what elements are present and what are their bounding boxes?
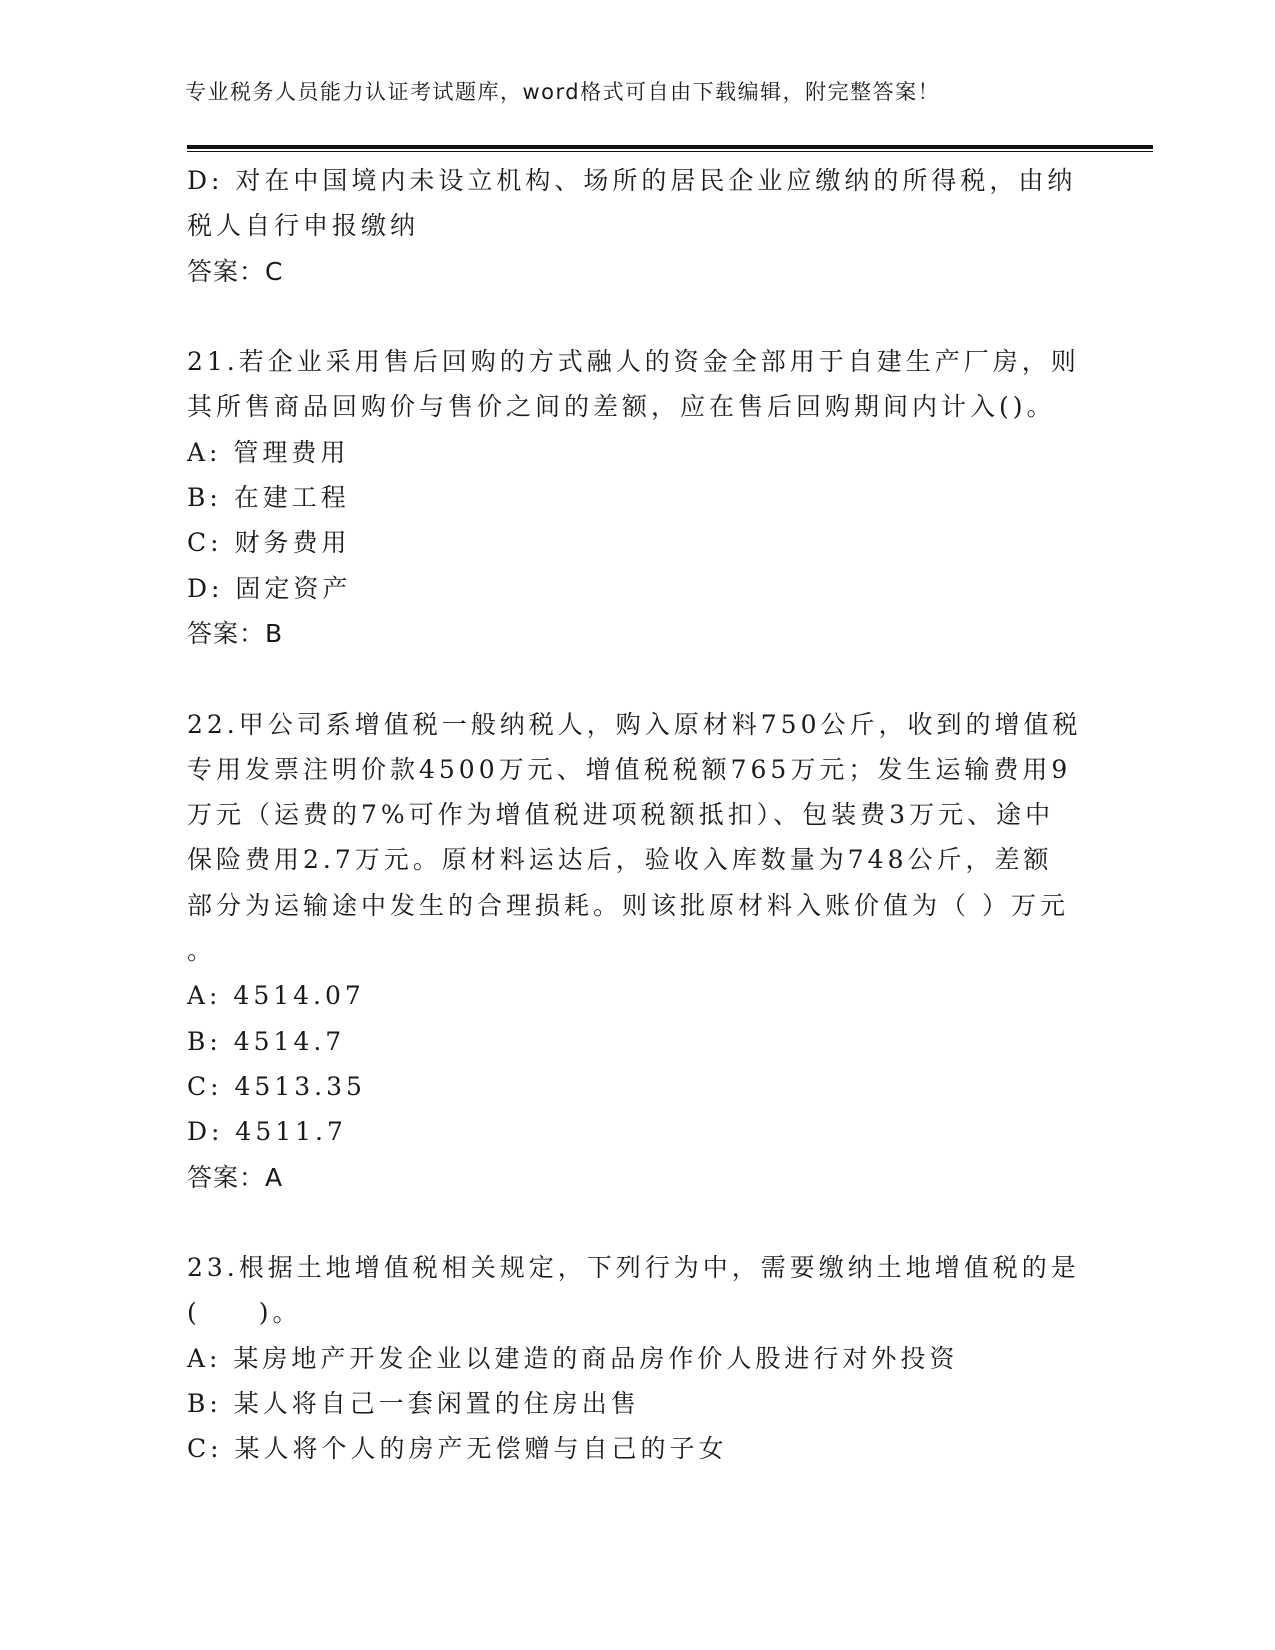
- question-stem-continued: 其所售商品回购价与售价之间的差额，应在售后回购期间内计入()。: [187, 392, 1056, 422]
- option-b: B: 4514.7: [187, 1026, 346, 1056]
- spacer: [187, 294, 1077, 339]
- question-22: [187, 702, 1082, 1200]
- option-a: A: 某房地产开发企业以建造的商品房作价人股进行对外投资: [187, 1343, 959, 1373]
- spacer: [187, 1200, 1077, 1245]
- question-stem: 21.若企业采用售后回购的方式融人的资金全部用于自建生产厂房，则: [187, 347, 1080, 377]
- option-d-continued: 税人自行申报缴纳: [187, 211, 420, 241]
- spacer: [187, 656, 1077, 701]
- option-c: C: 某人将个人的房产无偿赠与自己的子女: [187, 1434, 728, 1464]
- option-b: B: 在建工程: [187, 483, 350, 513]
- answer-line: 答案：C: [187, 256, 284, 286]
- document-body: [187, 158, 1082, 1472]
- question-stem: 23.根据土地增值税相关规定，下列行为中，需要缴纳土地增值税的是: [187, 1253, 1080, 1283]
- option-a: A: 4514.07: [187, 981, 365, 1011]
- option-d: D: 对在中国境内未设立机构、场所的居民企业应缴纳的所得税，由纳: [187, 166, 1077, 195]
- option-a: A: 管理费用: [187, 437, 350, 467]
- question-23: [187, 1245, 1080, 1471]
- question-stem-continued: 保险费用2.7万元。原材料运达后，验收入库数量为748公斤，差额: [187, 845, 1053, 875]
- answer-line: 答案：B: [187, 618, 284, 648]
- page-header: 专业税务人员能力认证考试题库，word格式可自由下载编辑，附完整答案！: [185, 80, 941, 104]
- question-stem-continued: ( )。: [187, 1298, 302, 1328]
- answer-line: 答案：A: [187, 1162, 284, 1192]
- question-stem: 22.甲公司系增值税一般纳税人，购入原材料750公斤，收到的增值税: [187, 709, 1082, 739]
- option-c: C: 财务费用: [187, 528, 351, 558]
- option-b: B: 某人将自己一套闲置的住房出售: [187, 1389, 640, 1419]
- header-divider-thick: [187, 145, 1153, 149]
- question-stem-continued: 。: [187, 936, 217, 966]
- question-20-tail: [187, 158, 1077, 294]
- header-divider-thin: [187, 151, 1153, 152]
- question-21: [187, 339, 1080, 656]
- option-c: C: 4513.35: [187, 1071, 366, 1101]
- question-stem-continued: 部分为运输途中发生的合理损耗。则该批原材料入账价值为（ ）万元: [187, 890, 1069, 920]
- option-d: D: 4511.7: [187, 1117, 347, 1147]
- question-stem-continued: 万元（运费的7%可作为增值税进项税额抵扣）、包装费3万元、途中: [187, 800, 1055, 830]
- option-d: D: 固定资产: [187, 573, 352, 603]
- question-stem-continued: 专用发票注明价款4500万元、增值税税额765万元；发生运输费用9: [187, 754, 1072, 784]
